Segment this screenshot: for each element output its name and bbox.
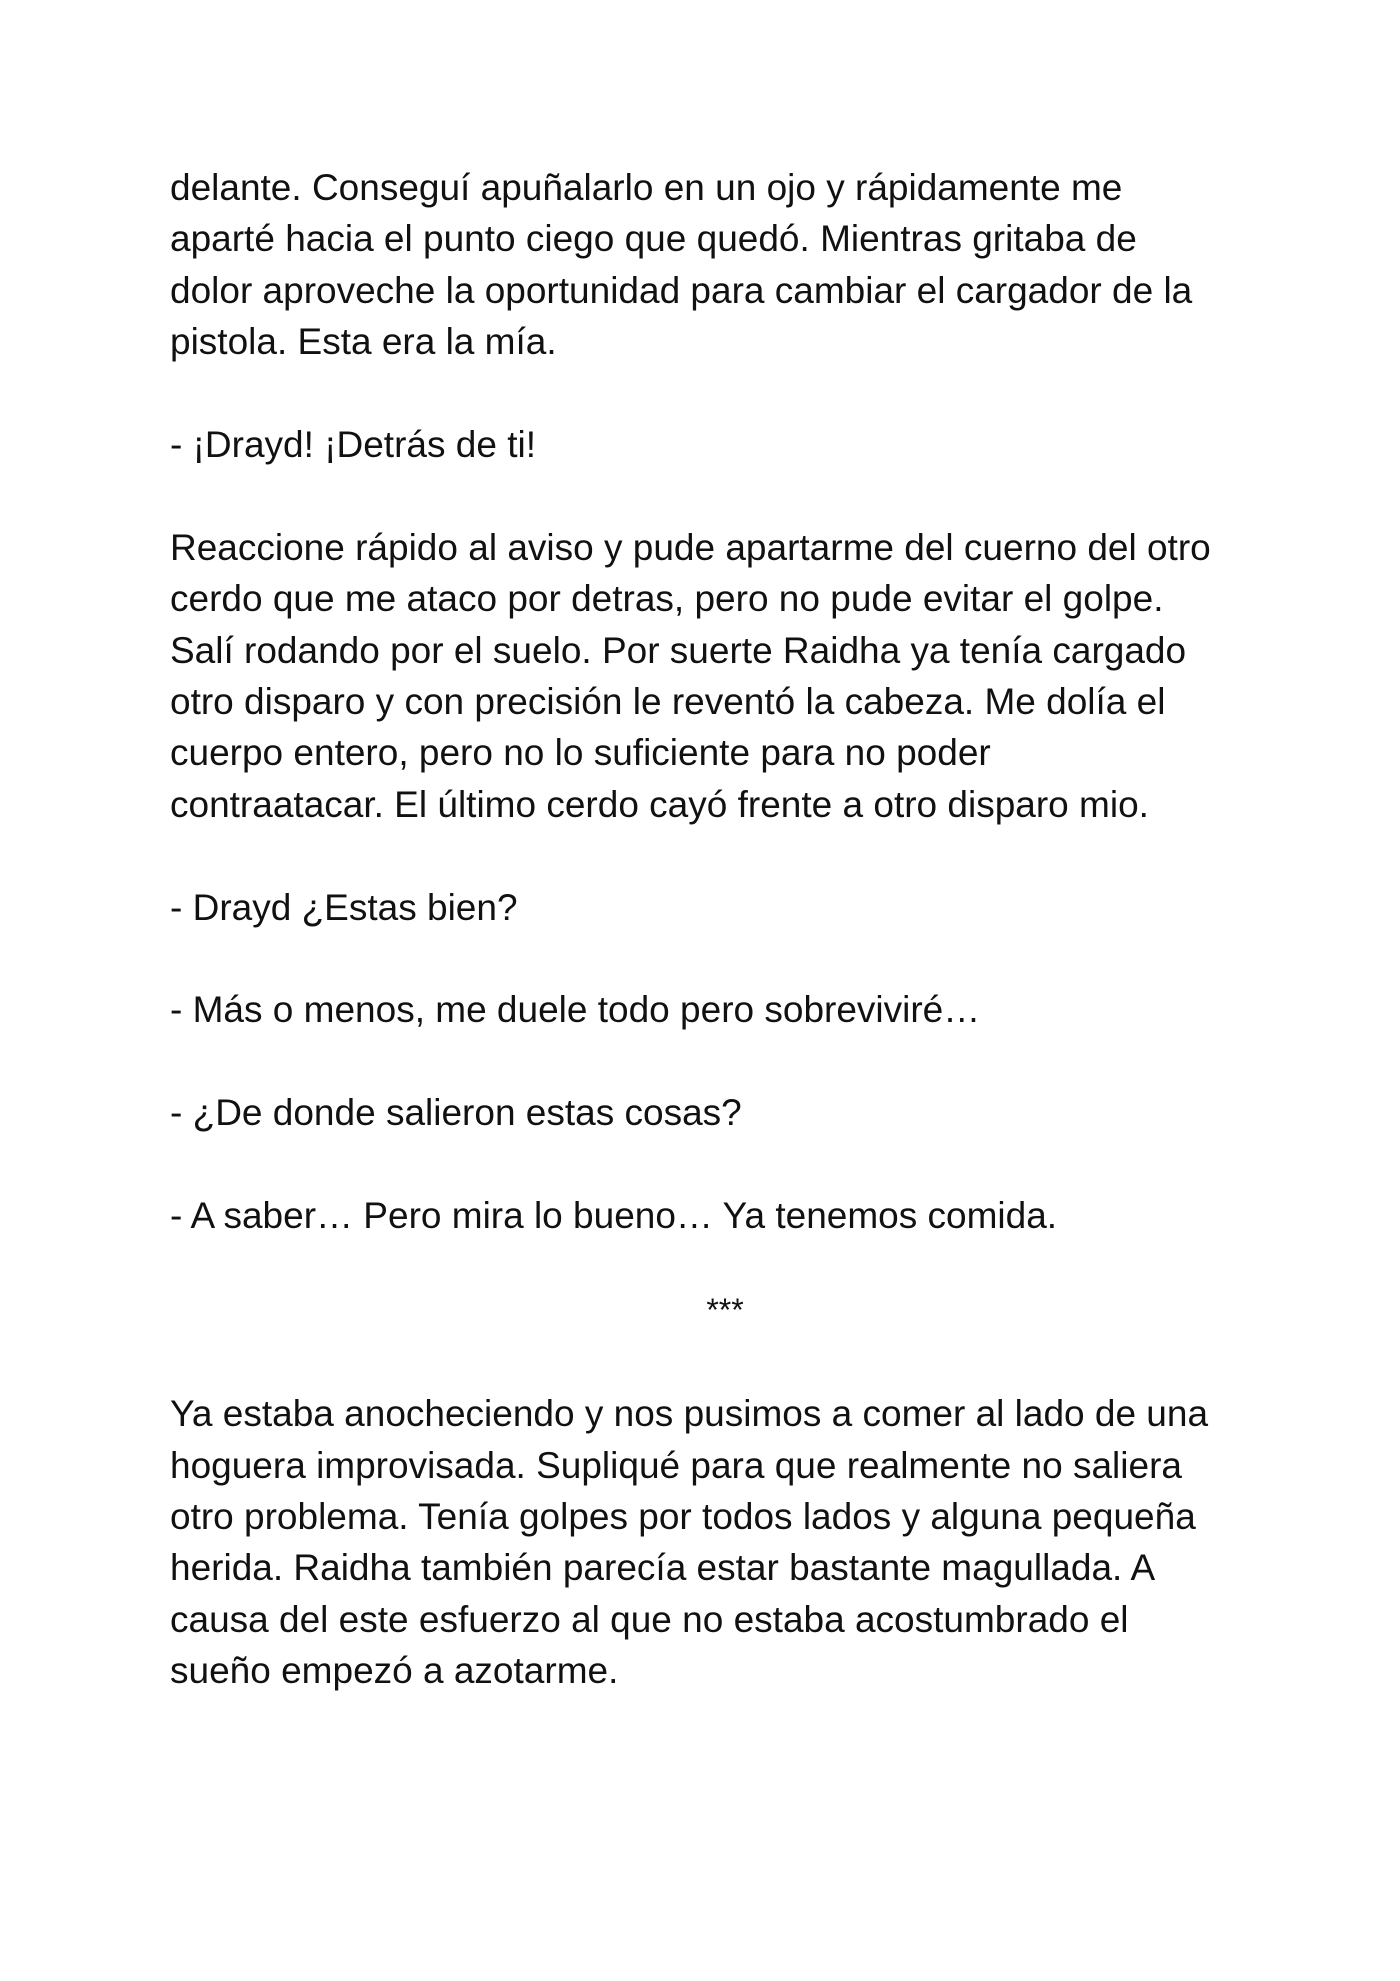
text-line: pistola. Esta era la mía. xyxy=(170,321,557,363)
text-line: dolor aproveche la oportunidad para cambiar el cargador de la xyxy=(170,269,1193,311)
paragraph xyxy=(170,984,1250,1035)
text-line: contraatacar. El último cerdo cayó frente a otro disparo mio. xyxy=(170,783,1149,825)
text-line: sueño empezó a azotarme. xyxy=(170,1650,619,1692)
text-line: delante. Conseguí apuñalarlo en un ojo y rápidamente me xyxy=(170,167,1123,208)
section-separator: *** xyxy=(706,1291,744,1328)
text-line: cuerpo entero, pero no lo suficiente para no poder xyxy=(170,732,991,774)
paragraphs-bottom xyxy=(170,1388,1250,1696)
text-line: causa del este esfuerzo al que no estaba acostumbrado el xyxy=(170,1598,1129,1640)
text-line: - Drayd ¿Estas bien? xyxy=(170,886,518,928)
paragraph xyxy=(170,882,1250,933)
text-line: - ¿De donde salieron estas cosas? xyxy=(170,1092,742,1134)
paragraph xyxy=(170,522,1250,830)
paragraph xyxy=(170,1087,1250,1138)
text-line: hoguera improvisada. Supliqué para que realmente no saliera xyxy=(170,1444,1182,1486)
text-line: - ¡Drayd! ¡Detrás de ti! xyxy=(170,424,536,466)
text-line: - Más o menos, me duele todo pero sobreviviré… xyxy=(170,989,981,1031)
text-line: otro problema. Tenía golpes por todos lados y alguna pequeña xyxy=(170,1496,1196,1538)
paragraph xyxy=(170,1388,1250,1696)
paragraph xyxy=(170,1190,1250,1241)
text-line: aparté hacia el punto ciego que quedó. Mientras gritaba de xyxy=(170,218,1137,260)
text-line: Reaccione rápido al aviso y pude apartarme del cuerno del otro xyxy=(170,526,1211,568)
text-line: cerdo que me ataco por detras, pero no pude evitar el golpe. xyxy=(170,578,1164,620)
paragraphs-top xyxy=(170,162,1250,1241)
text-line: - A saber… Pero mira lo bueno… Ya tenemos comida. xyxy=(170,1195,1058,1237)
text-line: Salí rodando por el suelo. Por suerte Raidha ya tenía cargado xyxy=(170,629,1187,671)
text-line: herida. Raidha también parecía estar bastante magullada. A xyxy=(170,1547,1156,1589)
text-line: Ya estaba anocheciendo y nos pusimos a comer al lado de una xyxy=(170,1393,1209,1435)
paragraph xyxy=(170,419,1250,470)
text-column xyxy=(170,162,1250,1748)
text-line: otro disparo y con precisión le reventó la cabeza. Me dolía el xyxy=(170,681,1166,723)
paragraph xyxy=(170,162,1250,368)
